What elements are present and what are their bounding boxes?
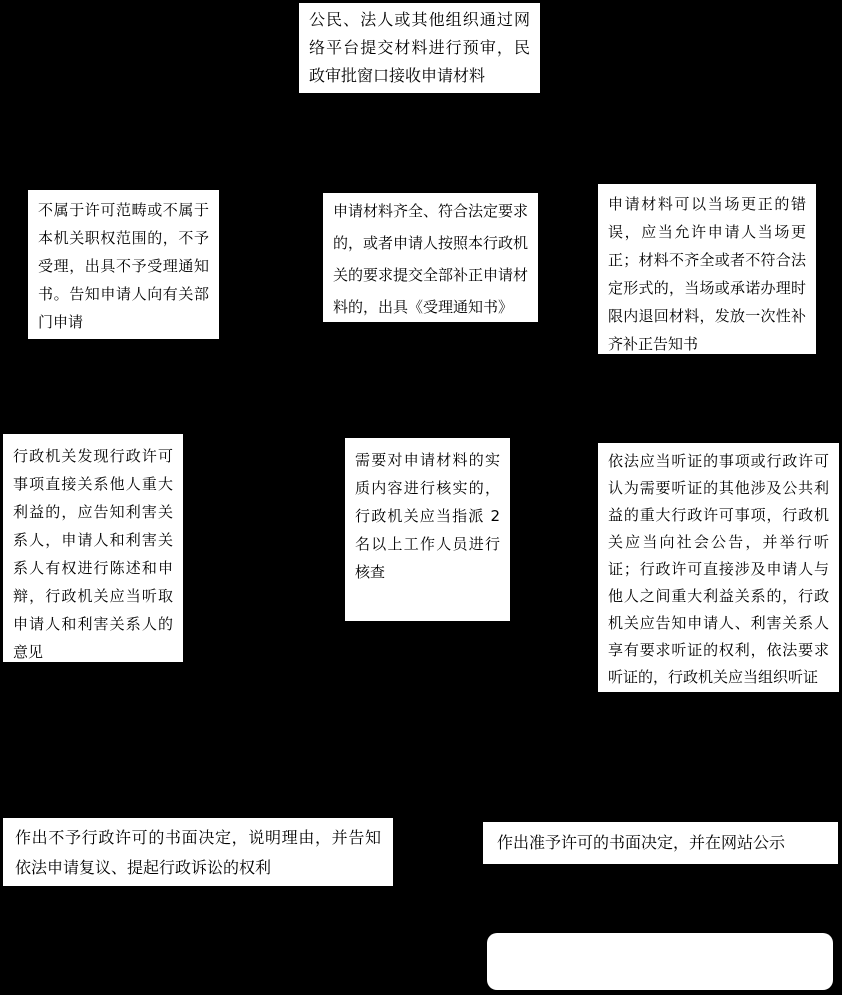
flow-node-approve-decision: 作出准予许可的书面决定，并在网站公示	[483, 822, 838, 864]
flow-node-hearing: 依法应当听证的事项或行政许可认为需要听证的其他涉及公共利益的重大行政许可事项，行政机关应当向社会公告，并举行听证；行政许可直接涉及申请人与他人之间重大利益关系的，行政机关应告知申请人、利害关系人享有要求听证的权利，依法要求听证的，行政机关应当组织听证	[598, 443, 839, 692]
flow-node-verification: 需要对申请材料的实质内容进行核实的，行政机关应当指派 2 名以上工作人员进行核查	[345, 438, 510, 621]
flow-node-accept-notice: 申请材料齐全、符合法定要求的，或者申请人按照本行政机关的要求提交全部补正申请材料的，出具《受理通知书》	[323, 193, 538, 322]
flow-node-deny-decision: 作出不予行政许可的书面决定，说明理由，并告知依法申请复议、提起行政诉讼的权利	[3, 818, 393, 886]
flow-node-correction-notice: 申请材料可以当场更正的错误，应当允许申请人当场更正；材料不齐全或者不符合法定形式的，当场或承诺办理时限内退回材料，发放一次性补齐补正告知书	[598, 184, 816, 354]
flow-node-stakeholder-notify: 行政机关发现行政许可事项直接关系他人重大利益的，应告知利害关系人，申请人和利害关系人有权进行陈述和申辩，行政机关应当听取申请人和利害关系人的意见	[3, 434, 183, 662]
flow-node-intake: 公民、法人或其他组织通过网络平台提交材料进行预审，民政审批窗口接收申请材料	[299, 3, 540, 93]
flow-node-reject-notice: 不属于许可范畴或不属于本机关职权范围的，不予受理，出具不予受理通知书。告知申请人向有关部门申请	[28, 190, 219, 339]
flow-node-empty-box	[487, 933, 833, 990]
